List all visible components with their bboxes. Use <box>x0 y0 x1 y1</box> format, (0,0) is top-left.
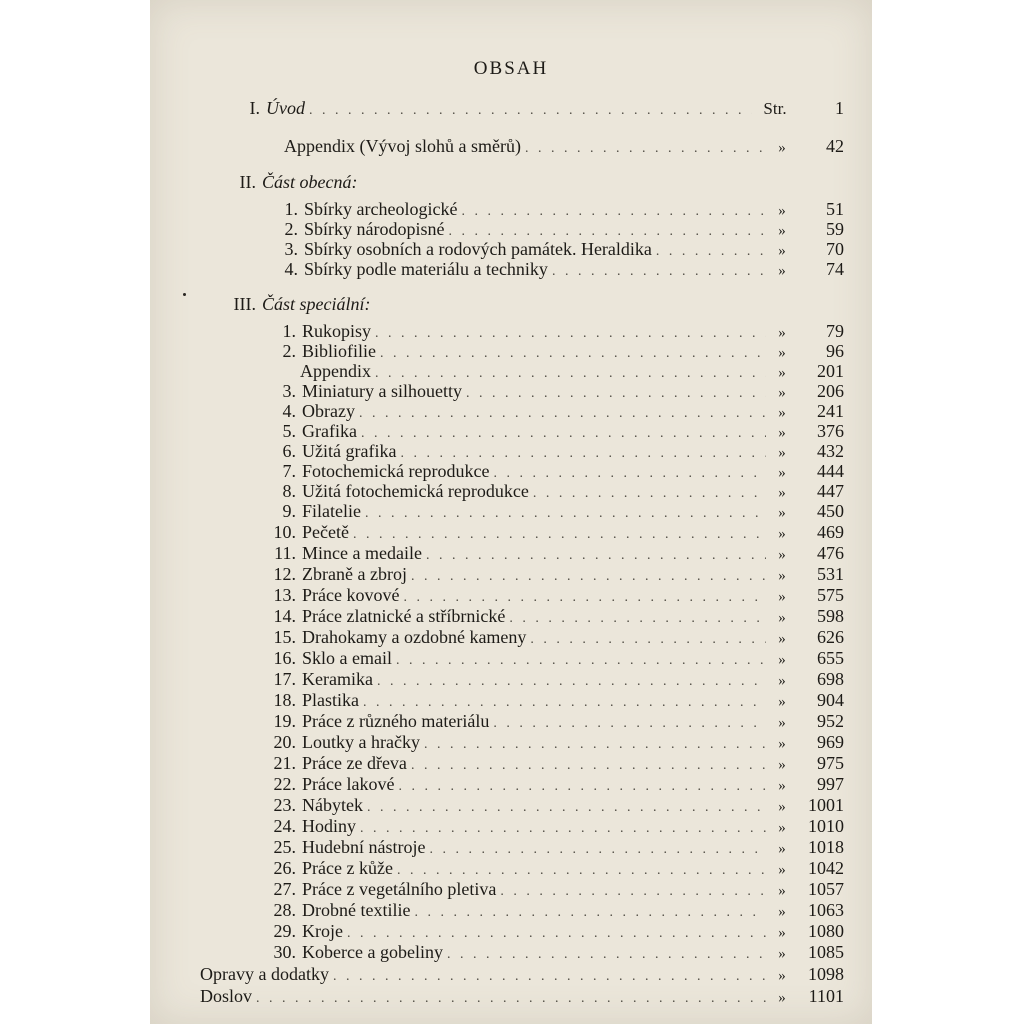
toc-entry-title: Práce z různého materiálu <box>302 711 490 731</box>
ditto-mark: » <box>778 883 786 899</box>
dot-leader <box>353 525 766 545</box>
toc-page-number: 997 <box>817 774 844 794</box>
ditto-mark: » <box>778 223 786 239</box>
toc-entry-number: 2. <box>284 219 298 239</box>
toc-page-number: 969 <box>817 732 844 752</box>
toc-page-number: 206 <box>817 381 844 401</box>
toc-entry-title: Sbírky osobních a rodových památek. Heraldika <box>304 239 652 259</box>
toc-page-number: 70 <box>826 239 844 259</box>
toc-page-number: 655 <box>817 648 844 668</box>
ditto-mark: » <box>778 841 786 857</box>
toc-page-number: 531 <box>817 564 844 584</box>
book-page <box>150 0 872 1024</box>
dot-leader <box>403 588 766 608</box>
toc-entry-number: 17. <box>273 669 296 689</box>
ditto-mark: » <box>778 203 786 219</box>
toc-entry-title: Sklo a email <box>302 648 392 668</box>
toc-page-number: 1010 <box>808 816 844 836</box>
ditto-mark: » <box>778 485 786 501</box>
toc-entry-number: 26. <box>273 858 296 878</box>
toc-page-number: 952 <box>817 711 844 731</box>
ditto-mark: » <box>778 505 786 521</box>
toc-entry-number: 4. <box>282 401 296 421</box>
toc-page-number: 904 <box>817 690 844 710</box>
dot-leader <box>509 609 766 629</box>
toc-entry <box>284 136 844 159</box>
toc-page-number: 1085 <box>808 942 844 962</box>
dot-leader <box>397 861 766 881</box>
toc-entry-number: 14. <box>273 606 296 626</box>
dot-leader <box>411 567 766 587</box>
toc-entry-number: 19. <box>273 711 296 731</box>
toc-page-number: 59 <box>826 219 844 239</box>
toc-entry-title: Obrazy <box>302 401 355 421</box>
toc-entry-number: 18. <box>273 690 296 710</box>
ditto-mark: » <box>778 652 786 668</box>
toc-entry <box>266 774 844 797</box>
dot-leader <box>530 630 766 650</box>
toc-entry-title: Hodiny <box>302 816 356 836</box>
toc-entry-title: Appendix (Vývoj slohů a směrů) <box>284 136 521 156</box>
dot-leader <box>360 819 766 839</box>
toc-page-number: 201 <box>817 361 844 381</box>
toc-entry-number: 2. <box>282 341 296 361</box>
ditto-mark: » <box>778 968 786 984</box>
toc-page-number: 79 <box>826 321 844 341</box>
toc-page-number: 1080 <box>808 921 844 941</box>
toc-entry <box>266 921 844 944</box>
toc-page-number: 51 <box>826 199 844 219</box>
toc-page-number: 96 <box>826 341 844 361</box>
ditto-mark: » <box>778 610 786 626</box>
toc-entry <box>240 98 844 121</box>
toc-entry-title: Keramika <box>302 669 373 689</box>
toc-entry-title: Drahokamy a ozdobné kameny <box>302 627 527 647</box>
ditto-mark: » <box>778 799 786 815</box>
toc-entry <box>200 964 844 987</box>
ditto-mark: » <box>778 325 786 341</box>
toc-entry <box>266 543 844 566</box>
toc-entry <box>266 564 844 587</box>
toc-entry <box>266 816 844 839</box>
toc-entry-number: 27. <box>273 879 296 899</box>
toc-entry <box>228 172 844 192</box>
toc-page-number: 476 <box>817 543 844 563</box>
toc-page-number: 1101 <box>808 986 844 1006</box>
toc-entry-number: 3. <box>282 381 296 401</box>
toc-entry-number: 6. <box>282 441 296 461</box>
toc-entry-title: Koberce a gobeliny <box>302 942 443 962</box>
toc-entry-number: 10. <box>273 522 296 542</box>
toc-entry-title: Bibliofilie <box>302 341 376 361</box>
toc-entry <box>266 669 844 692</box>
toc-entry-number: 5. <box>282 421 296 441</box>
toc-page-number: 432 <box>817 441 844 461</box>
toc-entry-title: Appendix <box>300 361 371 381</box>
toc-entry-title: Kroje <box>302 921 343 941</box>
toc-entry-number: 1. <box>282 321 296 341</box>
toc-entry-number: 7. <box>282 461 296 481</box>
ditto-mark: » <box>778 425 786 441</box>
dot-leader <box>398 777 766 797</box>
ditto-mark: » <box>778 946 786 962</box>
ink-speck <box>183 293 186 296</box>
toc-entry <box>266 585 844 608</box>
toc-entry-title: Pečetě <box>302 522 349 542</box>
toc-entry-title: Sbírky podle materiálu a techniky <box>304 259 548 279</box>
ditto-mark: » <box>778 631 786 647</box>
toc-entry <box>266 648 844 671</box>
toc-page-number: 469 <box>817 522 844 542</box>
toc-entry-number: 15. <box>273 627 296 647</box>
toc-page-number: 698 <box>817 669 844 689</box>
toc-entry-number: 29. <box>273 921 296 941</box>
toc-entry <box>266 879 844 902</box>
ditto-mark: » <box>778 778 786 794</box>
toc-entry-number: 12. <box>273 564 296 584</box>
ditto-mark: » <box>778 345 786 361</box>
toc-entry-number: 8. <box>282 481 296 501</box>
toc-entry-title: Část speciální: <box>262 294 371 314</box>
toc-entry-number: III. <box>233 294 256 314</box>
ditto-mark: » <box>778 990 786 1006</box>
toc-page-number: 450 <box>817 501 844 521</box>
toc-entry <box>266 627 844 650</box>
toc-entry-number: 30. <box>273 942 296 962</box>
toc-entry-title: Práce z vegetálního pletiva <box>302 879 497 899</box>
toc-entry <box>266 900 844 923</box>
dot-leader <box>411 756 766 776</box>
toc-entry-title: Práce ze dřeva <box>302 753 407 773</box>
toc-entry-number: II. <box>239 172 256 192</box>
toc-entry-title: Práce z kůže <box>302 858 393 878</box>
ditto-mark: » <box>778 757 786 773</box>
contents-heading: OBSAH <box>473 58 549 79</box>
toc-entry-number: 16. <box>273 648 296 668</box>
ditto-mark: » <box>778 547 786 563</box>
toc-entry-title: Fotochemická reprodukce <box>302 461 490 481</box>
toc-entry-title: Doslov <box>200 986 253 1006</box>
dot-leader <box>256 989 766 1009</box>
toc-entry-title: Práce zlatnické a stříbrnické <box>302 606 506 626</box>
toc-entry-title: Hudební nástroje <box>302 837 426 857</box>
ditto-mark: » <box>778 736 786 752</box>
toc-entry-title: Grafika <box>302 421 357 441</box>
toc-page-number: 42 <box>826 136 844 156</box>
dot-leader <box>347 924 766 944</box>
toc-entry-title: Mince a medaile <box>302 543 422 563</box>
toc-entry <box>278 259 844 282</box>
ditto-mark: » <box>778 904 786 920</box>
dot-leader <box>552 262 766 282</box>
dot-leader <box>426 546 766 566</box>
toc-page-number: 1042 <box>808 858 844 878</box>
dot-leader <box>424 735 766 755</box>
toc-entry-number: 11. <box>274 543 296 563</box>
toc-entry-title: Úvod <box>266 98 305 118</box>
toc-page-number: 447 <box>817 481 844 501</box>
toc-entry-title: Sbírky archeologické <box>304 199 458 219</box>
toc-entry <box>200 986 844 1009</box>
toc-entry-number: 1. <box>284 199 298 219</box>
toc-entry-title: Miniatury a silhouetty <box>302 381 462 401</box>
toc-entry <box>266 690 844 713</box>
toc-page-number: 1018 <box>808 837 844 857</box>
ditto-mark: » <box>778 385 786 401</box>
dot-leader <box>493 714 766 734</box>
toc-entry-number: 24. <box>273 816 296 836</box>
dot-leader <box>525 139 766 159</box>
ditto-mark: » <box>778 263 786 279</box>
toc-entry-number: 4. <box>284 259 298 279</box>
toc-entry <box>220 294 844 314</box>
toc-entry-number: 20. <box>273 732 296 752</box>
toc-entry-title: Rukopisy <box>302 321 372 341</box>
toc-entry-number: 23. <box>273 795 296 815</box>
dot-leader <box>447 945 766 965</box>
ditto-mark: » <box>778 140 786 156</box>
dot-leader <box>365 504 766 524</box>
ditto-mark: » <box>778 243 786 259</box>
toc-entry-title: Užitá fotochemická reprodukce <box>302 481 529 501</box>
ditto-mark: » <box>778 925 786 941</box>
ditto-mark: » <box>778 862 786 878</box>
dot-leader <box>309 101 752 121</box>
toc-entry <box>266 795 844 818</box>
toc-entry-number: I. <box>249 98 260 118</box>
toc-entry <box>266 732 844 755</box>
toc-entry <box>266 606 844 629</box>
toc-entry-title: Opravy a dodatky <box>200 964 329 984</box>
toc-page-number: 1 <box>835 98 844 118</box>
toc-entry <box>266 753 844 776</box>
dot-leader <box>363 693 766 713</box>
toc-entry-title: Užitá grafika <box>302 441 397 461</box>
toc-entry-title: Práce kovové <box>302 585 400 605</box>
dot-leader <box>429 840 766 860</box>
toc-entry-number: 28. <box>273 900 296 920</box>
toc-page-number: 444 <box>817 461 844 481</box>
dot-leader <box>367 798 766 818</box>
toc-entry-title: Filatelie <box>302 501 361 521</box>
toc-entry-title: Zbraně a zbroj <box>302 564 407 584</box>
ditto-mark: » <box>778 445 786 461</box>
dot-leader <box>333 967 766 987</box>
toc-entry-title: Drobné textilie <box>302 900 411 920</box>
toc-entry <box>266 942 844 965</box>
toc-page-number: 1098 <box>808 964 844 984</box>
dot-leader <box>396 651 766 671</box>
toc-entry-number: 3. <box>284 239 298 259</box>
toc-entry-title: Část obecná: <box>262 172 358 192</box>
toc-entry <box>274 501 844 524</box>
toc-page-number: 626 <box>817 627 844 647</box>
toc-entry-number: 25. <box>273 837 296 857</box>
ditto-mark: Str. <box>763 99 787 118</box>
toc-page-number: 1063 <box>808 900 844 920</box>
toc-page-number: 575 <box>817 585 844 605</box>
ditto-mark: » <box>778 405 786 421</box>
toc-page-number: 1057 <box>808 879 844 899</box>
ditto-mark: » <box>778 673 786 689</box>
dot-leader <box>377 672 766 692</box>
toc-entry <box>266 837 844 860</box>
ditto-mark: » <box>778 589 786 605</box>
dot-leader <box>500 882 766 902</box>
toc-entry <box>266 858 844 881</box>
toc-entry-number: 13. <box>273 585 296 605</box>
toc-entry-title: Práce lakové <box>302 774 395 794</box>
toc-page-number: 241 <box>817 401 844 421</box>
toc-entry-title: Loutky a hračky <box>302 732 420 752</box>
ditto-mark: » <box>778 526 786 542</box>
toc-page-number: 1001 <box>808 795 844 815</box>
toc-entry-title: Sbírky národopisné <box>304 219 445 239</box>
toc-page-number: 74 <box>826 259 844 279</box>
ditto-mark: » <box>778 568 786 584</box>
toc-entry-title: Plastika <box>302 690 359 710</box>
ditto-mark: » <box>778 820 786 836</box>
dot-leader <box>414 903 766 923</box>
ditto-mark: » <box>778 694 786 710</box>
toc-entry-title: Nábytek <box>302 795 363 815</box>
toc-page-number: 598 <box>817 606 844 626</box>
toc-page-number: 975 <box>817 753 844 773</box>
ditto-mark: » <box>778 365 786 381</box>
toc-entry <box>266 522 844 545</box>
ditto-mark: » <box>778 715 786 731</box>
toc-page-number: 376 <box>817 421 844 441</box>
toc-entry-number: 21. <box>273 753 296 773</box>
toc-entry <box>266 711 844 734</box>
toc-entry-number: 9. <box>282 501 296 521</box>
ditto-mark: » <box>778 465 786 481</box>
toc-entry-number: 22. <box>273 774 296 794</box>
